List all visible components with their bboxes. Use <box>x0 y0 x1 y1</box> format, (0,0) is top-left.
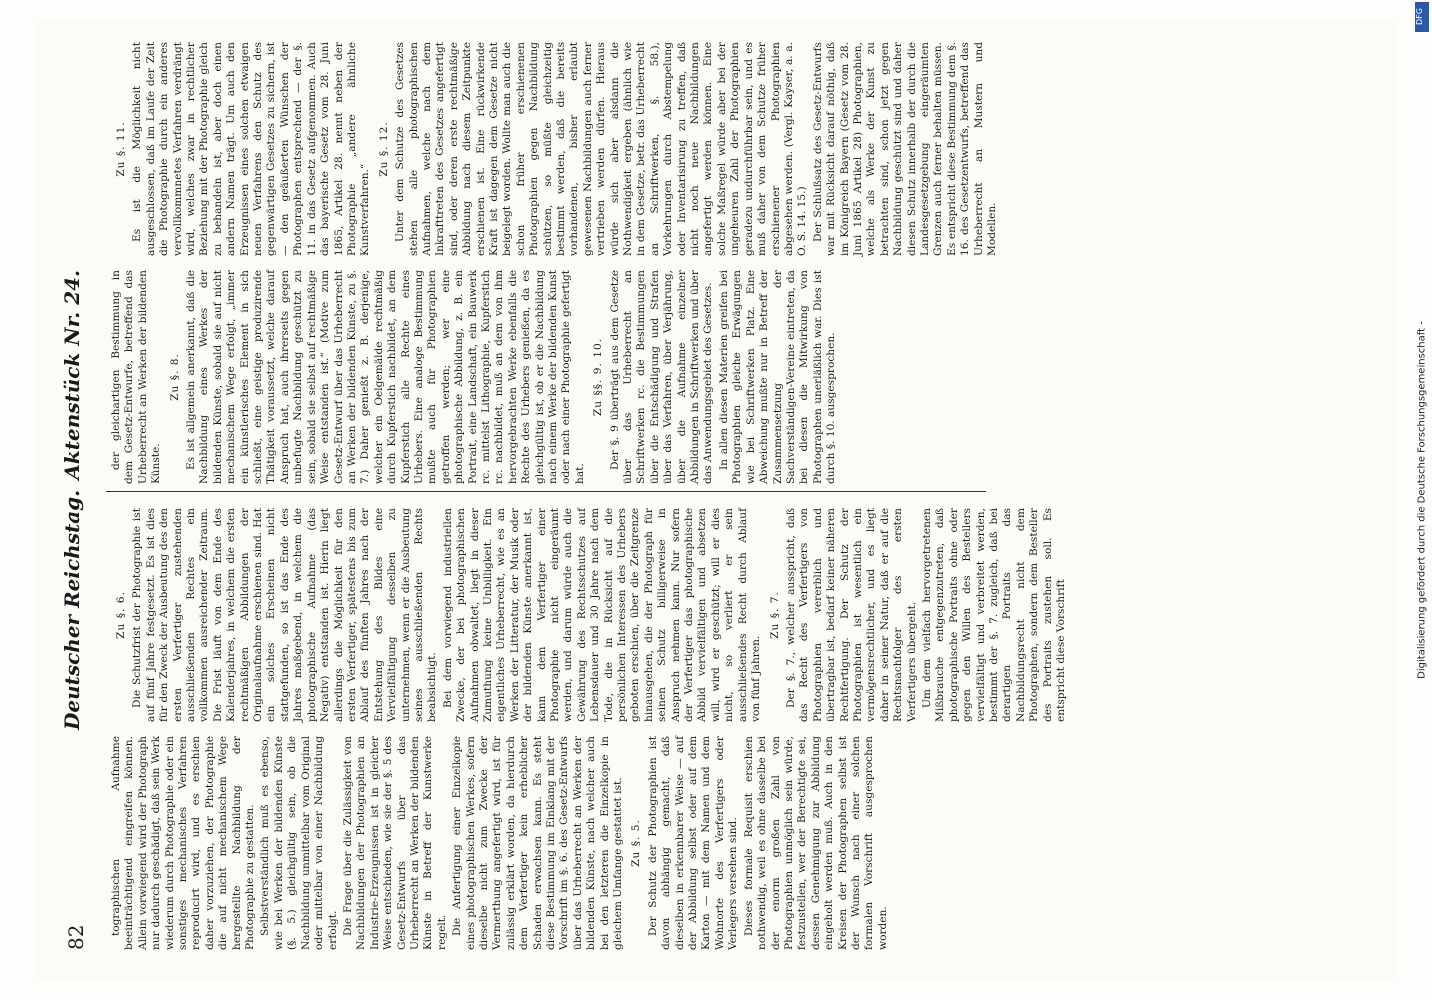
column-left-bottom <box>110 508 1068 722</box>
page-number: 82 <box>64 924 88 950</box>
paragraph: Die Frage über die Zulässigkeit von Nachbildungen der Photographien an Industrie-Erzeugnissen ist in gleicher Weise entschieden, wie sie der §. 5 des Gesetz-Entwurfs über das Urheberrecht an Werken der bildenden Künste in Betreff der Kunstwerke regelt. <box>341 736 448 950</box>
paragraph: tographischen Aufnahme beeinträchtigend eingreifen können. Allein vorwiegend wird der Photograph nur dadurch geschädigt, daß sein Werk wiederum durch Photographie oder ein sonstiges mechanisches Verfahren reproducirt wird, und es erschien daher vorzuziehen, der Photographie die auf nicht mechanischem Wege hergestellte Nachbildung der Photographie zu gestatten. <box>110 736 257 950</box>
section-heading: Zu §. 11. <box>115 121 127 177</box>
page-header <box>60 50 96 950</box>
paragraph: Um dem vielfach hervorgetretenen Mißbrauche entgegenzutreten, daß photographische Portraits ohne oder gegen den Willen des Bestellers vervielfältigt und verbreitet werden, bestimmt der §. 7. zugleich, daß bei derartigen Portraits das Nachbildungsrecht nicht dem Photographen, sondern dem Besteller des Portraits zustehen soll. Es entspricht diese Vorschrift <box>920 508 1068 722</box>
column-right-bottom <box>110 42 998 256</box>
column-divider <box>106 491 986 492</box>
paragraph: Es ist allgemein anerkannt, daß die Nachbildung eines Werkes der bildenden Künste, sobald sie auf nicht mechanischem Wege erfolgt, „immer ein künstlerisches Element in sich schließt, eine geistige produzirende Thätigkeit voraussetzt, welche darauf Anspruch hat, auch ihrerseits gegen unbefugte Nachbildung geschützt zu sein, sobald sie selbst auf rechtmäßige Weise entstanden ist.“ (Motive zum Gesetz-Entwurf über das Urheberrecht an Werken der bildenden Künste, zu §. 7.) Daher genießt z. B. derjenige, welcher ein Oelgemälde rechtmäßig durch Kupferstich nachbildet, an dem Kupferstich alle Rechte eines Urhebers. Eine analoge Bestimmung mußte auch für Photographien getroffen werden; wer eine photographische Abbildung, z. B. ein Portrait, eine Landschaft, ein Bauwerk rc. mittelst Lithographie, Kupferstich rc. nachbildet, muß an dem von ihm hervorgebrachten Werke ebenfalls die Rechte des Urhebers genießen, da es gleichgültig ist, ob er die Nachbildung nach einem Werke der bildenden Kunst oder nach einer Photographie gefertigt hat. <box>185 270 586 484</box>
document-page <box>36 20 1396 980</box>
column-right-top <box>110 270 980 484</box>
section-heading: Zu §. 5. <box>630 819 643 867</box>
section-heading: Zu §. 12. <box>377 121 390 177</box>
paragraph: Dieses formale Requisit erschien nothwendig, weil es ohne dasselbe bei der enorm großen Zahl von Photographien unmöglich sein würde, festzustellen, wer der Berechtigte sei, dessen Genehmigung zur Abbildung eingeholt werden muß. Auch in den Kreisen der Photographen selbst ist der Wunsch nach einer solchen formalen Vorschrift ausgesprochen worden. <box>742 736 889 950</box>
digitization-credit-strip <box>1412 0 1432 1000</box>
paragraph: Der §. 7., welcher ausspricht, daß das Recht des Verfertigers von Photographien vererblich und übertragbar ist, bedarf keiner näheren Rechtfertigung. Der Schutz der Photographien ist wesentlich ein vermögensrechtlicher, und es liegt daher in seiner Natur, daß er auf die Rechtsnachfolger des ersten Verfertigers übergeht. <box>784 508 918 722</box>
paragraph: In allen diesen Materien greifen bei Photographien gleiche Erwägungen wie bei Schriftwerken Platz. Eine Abweichung mußte nur in Betreff der Zusammensetzung der Sachverständigen-Vereine eintreten, da bei diesen die Mitwirkung von Photographen unerläßlich war. Dies ist durch §. 10. ausgesprochen. <box>717 270 838 484</box>
paragraph: Der Schlußsatz des Gesetz-Entwurfs war mit Rücksicht darauf nöthig, daß im Königreich Bayern (Gesetz vom 28. Juni 1865 Artikel 28) Photographien, welche als Werke der Kunst zu betrachten sind, schon jetzt gegen Nachbildung geschützt sind und daher diesen Schutz innerhalb der durch die Landesgesetzgebung eingeräumten Grenzen auch ferner behalten müssen. Es entspricht diese Bestimmung dem §. 16. des Gesetzentwurfs, betreffend das Urheberrecht an Mustern und Modellen. <box>811 42 998 256</box>
header-right-title: Aktenstück Nr. 24. <box>60 270 84 480</box>
digitization-credit: Digitalisierung gefördert durch die Deutsche Forschungsgemeinschaft - <box>1416 321 1428 679</box>
paragraph: Es ist die Möglichkeit nicht ausgeschlossen, daß im Laufe der Zeit die Photographie durch ein anderes vervollkommnetes Verfahren verdrängt wird, welches zwar in rechtlicher Beziehung mit der Photographie gleich zu behandeln ist, aber doch einen andern Namen trägt. Um auch den Erzeugnissen eines solchen etwaigen neuen Verfahrens den Schutz des gegenwärtigen Gesetzes zu sichern, ist — den geäußerten Wünschen der Photographen entsprechend — der §. 11. in das Gesetz aufgenommen. Auch das bayerische Gesetz vom 28. Juni 1865, Artikel 28. nennt neben der Photographie „andere ähnliche Kunstverfahren.“ <box>131 42 372 256</box>
paragraph: Die Anfertigung einer Einzelkopie eines photographischen Werkes, sofern dieselbe nicht zum Zwecke der Vermerthung angefertigt wird, ist für zulässig erklärt worden, da hierdurch dem Verfertiger kein erheblicher Schaden erwachsen kann. Es steht diese Bestimmung im Einklang mit der Vorschrift im §. 6. des Gesetz-Entwurfs über das Urheberrecht an Werken der bildenden Künste, nach welcher auch bei den letzteren die Einzelkopie in gleichem Umfange gestattet ist. <box>451 736 625 950</box>
section-heading: Zu §. 7. <box>768 591 781 639</box>
paragraph: Die Schutzfrist der Photographie ist auf fünf Jahre festgesetzt. Es ist dies für den Zweck der Ausbeutung des den ersten Verfertiger zustehenden ausschließenden Rechtes ein vollkommen ausreichender Zeitraum. Die Frist läuft von dem Ende des Kalenderjahres, in welchem die ersten rechtmäßigen Abbildungen der Originalaufnahme erschienen sind. Hat ein solches Erscheinen nicht stattgefunden, so ist das Ende des Jahres maßgebend, in welchem die photographische Aufnahme (das Negativ) entstanden ist. Hierin liegt allerdings die Möglichkeit für den ersten Verfertiger, spätestens bis zum Ablauf des fünften Jahres nach der Entstehung des Bildes eine Vervielfältigung desselben zu unternehmen, wenn er die Ausbeutung seines ausschließenden Rechts beabsichtigt. <box>131 508 439 722</box>
section-heading: Zu §. 6. <box>115 591 127 639</box>
paragraph: Der Schutz der Photographien ist davon abhängig gemacht, daß dieselben in erkennbarer Weise — auf der Abbildung selbst oder auf dem Karton — mit dem Namen und dem Wohnorte des Verfertigers oder Verlegers versehen sind. <box>646 736 740 950</box>
section-heading: Zu §. 8. <box>168 353 181 401</box>
paragraph: Selbstverständlich muß es ebenso, wie bei Werken der bildenden Künste (§. 5.) gleichgültig sein, ob die Nachbildung unmittelbar vom Original oder mittelbar von einer Nachbildung erfolgt. <box>259 736 339 950</box>
header-left-title: Deutscher Reichstag. <box>60 489 84 730</box>
paragraph: Bei dem vorwiegend industriellen Zwecke, der bei photographischen Aufnahmen obwaltet, liegt in dieser Zumuthung keine Unbilligkeit. Ein eigentliches Urheberrecht, wie es an Werken der Litteratur, der Musik oder der bildenden Künste anerkannt ist, kann dem Verfertiger einer Photographie nicht eingeräumt werden, und darum würde auch die Gewährung des Rechtsschutzes auf Lebensdauer und 30 Jahre nach dem Tode, die in Rücksicht auf die persönlichen Interessen des Urhebers geboten erschien, über die Zeitgrenze hinausgehen, die der Photograph für seinen Schutz billigerweise in Anspruch nehmen kann. Nur sofern der Verfertiger das photographische Abbild vervielfältigen und absetzen will, wird er geschützt; will er dies nicht, so verliert er sein ausschließendes Recht durch Ablauf von fünf Jahren. <box>441 508 763 722</box>
column-left-top <box>110 736 980 950</box>
paragraph: Der §. 9 überträgt aus dem Gesetze über das Urheberrecht an Schriftwerken rc. die Bestimmungen über die Entschädigung und Strafen über das Verfahren, über Verjährung, über die Aufnahme einzelner Abbildungen in Schriftwerken und über das Anwendungsgebiet des Gesetzes. <box>608 270 715 484</box>
dfg-logo: DFG <box>1415 2 1429 32</box>
paragraph: Unter dem Schutze des Gesetzes stehen alle photographischen Aufnahmen, welche nach dem Inkrafttreten des Gesetzes angefertigt sind, oder deren erste rechtmäßige Abbildung nach diesem Zeitpunkte erschienen ist. Eine rückwirkende Kraft ist dagegen dem Gesetze nicht beigelegt worden. Wollte man auch die schon früher erschienenen Photographien gegen Nachbildung schützen, so müßte gleichzeitig bestimmt werden, daß die bereits vorhandenen, bisher erlaubt gewesenen Nachbildungen auch ferner vertrieben werden dürfen. Hieraus würde sich aber alsdann die Nothwendigkeit ergeben (ähnlich wie in dem Gesetze, betr. das Urheberrecht an Schriftwerken, §. 58.), Vorkehrungen durch Abstempelung oder Inventarisirung zu treffen, daß nicht noch neue Nachbildungen angefertigt werden können. Eine solche Maßregel würde aber bei der ungeheuren Zahl der Photographien geradezu undurchführbar sein, und es muß daher von dem Schutze früher erschienener Photographien abgesehen werden. (Vergl. Kayser, a. a. O. S. 14. 15.) <box>394 42 809 256</box>
section-heading: Zu §§. 9. 10. <box>592 337 605 417</box>
paragraph: der gleichartigen Bestimmung in dem Gesetz-Entwurfe, betreffend das Urheberrecht an Werken der bildenden Künste. <box>110 270 163 484</box>
